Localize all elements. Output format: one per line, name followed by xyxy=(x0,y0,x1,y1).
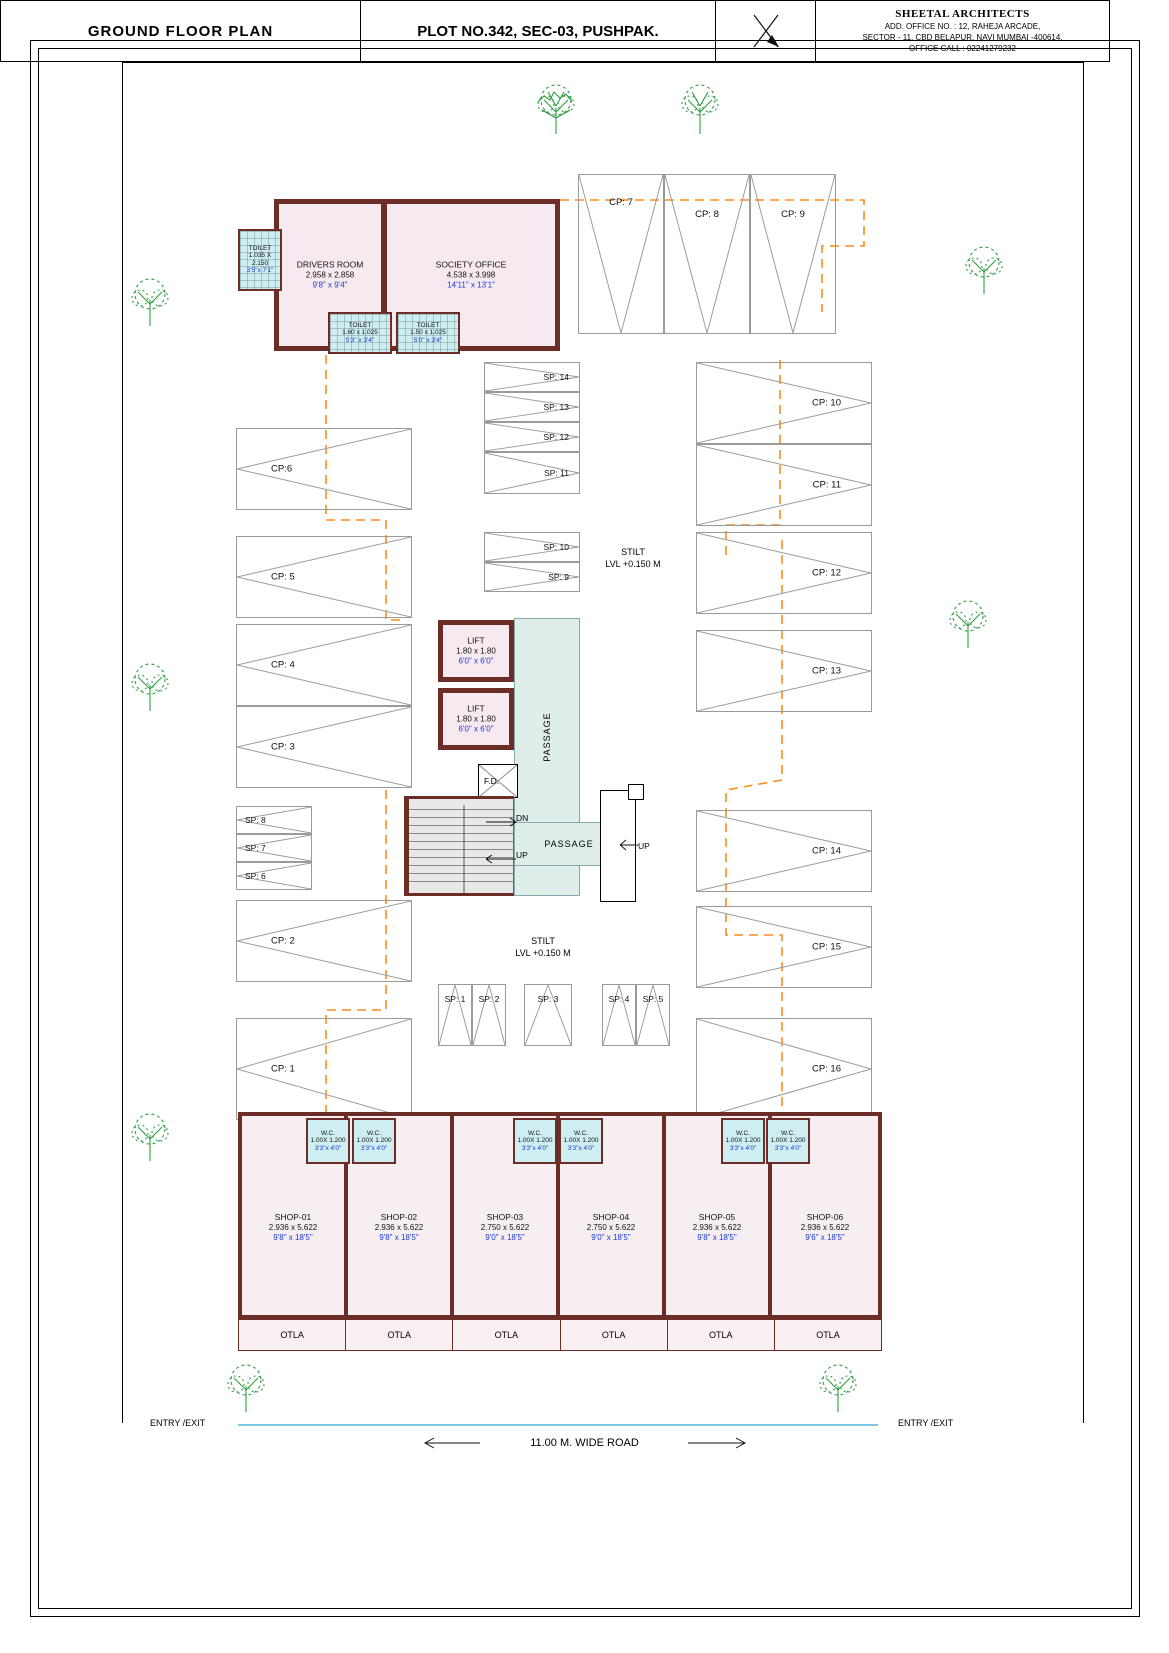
wc-label: W.C. xyxy=(366,1129,382,1137)
car-park-label: CP: 5 xyxy=(271,571,295,583)
toilet-dim-feet: 5'0" x 3'4" xyxy=(413,336,443,344)
north-arrow-cell xyxy=(716,1,816,61)
wc-dim-metric: 1.00X 1.200 xyxy=(563,1137,599,1145)
tree-icon xyxy=(122,1105,178,1161)
scooter-park-label: SP: 10 xyxy=(543,542,569,552)
road-label: 11.00 M. WIDE ROAD xyxy=(530,1437,639,1449)
car-park-cp11 xyxy=(696,444,872,526)
scooter-park-label: SP: 2 xyxy=(478,994,500,1004)
lift-label: LIFT xyxy=(467,703,485,714)
scooter-park-sp2 xyxy=(472,984,506,1046)
shop-dim-metric: 2.936 x 5.622 xyxy=(800,1222,850,1232)
shop-dim-feet: 9'8" x 18'5" xyxy=(697,1232,737,1242)
shop-dim-metric: 2.750 x 5.622 xyxy=(480,1222,530,1232)
otla-cell: OTLA xyxy=(668,1320,775,1350)
scooter-park-sp10 xyxy=(484,532,580,562)
car-park-cp10 xyxy=(696,362,872,444)
car-park-cp8 xyxy=(664,174,750,334)
car-park-label: CP: 9 xyxy=(781,209,805,220)
car-park-label: CP: 13 xyxy=(811,665,841,677)
scooter-park-sp7 xyxy=(236,834,312,862)
shop-wc-1 xyxy=(306,1118,350,1164)
shop-name: SHOP-05 xyxy=(698,1212,736,1222)
lift-dim-metric: 1.80 x 1.80 xyxy=(456,714,496,724)
wc-dim-feet: 3'3"x 4'0" xyxy=(360,1144,388,1152)
scooter-park-label: SP: 4 xyxy=(608,994,630,1004)
passage-label: PASSAGE xyxy=(542,712,552,762)
toilet-dim-metric: 1.035 X 2.150 xyxy=(248,252,272,267)
scooter-park-label: SP: 7 xyxy=(245,843,266,853)
scooter-park-label: SP: 13 xyxy=(543,402,569,412)
car-park-label: CP: 4 xyxy=(271,659,295,671)
shop-wc-3 xyxy=(513,1118,557,1164)
tree-icon xyxy=(672,78,728,134)
tree-icon xyxy=(940,592,996,648)
entry-exit-right: ENTRY /EXIT xyxy=(898,1418,954,1428)
car-park-cp3 xyxy=(236,706,412,788)
road-edge-line xyxy=(238,1424,878,1426)
shop-name: SHOP-06 xyxy=(806,1212,844,1222)
staircase xyxy=(404,796,514,896)
car-park-cp5 xyxy=(236,536,412,618)
stair-down-label: DN xyxy=(516,813,529,823)
wc-label: W.C. xyxy=(320,1129,336,1137)
sheet-title: GROUND FLOOR PLAN xyxy=(1,1,361,61)
wc-dim-metric: 1.00X 1.200 xyxy=(725,1137,761,1145)
toilet-label: TOILET xyxy=(416,321,440,329)
ramp-marker xyxy=(628,784,644,800)
scooter-park-sp6 xyxy=(236,862,312,890)
car-park-cp14 xyxy=(696,810,872,892)
scooter-park-sp5 xyxy=(636,984,670,1046)
shop-dim-metric: 2.936 x 5.622 xyxy=(268,1222,318,1232)
car-park-cp13 xyxy=(696,630,872,712)
wc-dim-feet: 3'3"x 4'0" xyxy=(521,1144,549,1152)
shop-wc-2 xyxy=(352,1118,396,1164)
room-dim-metric: 2.958 x 2.858 xyxy=(305,270,355,280)
room-dim-metric: 4.538 x 3.998 xyxy=(446,270,496,280)
car-park-label: CP: 14 xyxy=(811,845,841,857)
entry-exit-left: ENTRY /EXIT xyxy=(150,1418,206,1428)
wc-label: W.C. xyxy=(573,1129,589,1137)
otla-cell: OTLA xyxy=(239,1320,346,1350)
architect-name: SHEETAL ARCHITECTS xyxy=(895,8,1030,21)
scooter-park-label: SP: 3 xyxy=(537,994,559,1004)
scooter-park-label: SP: 12 xyxy=(543,432,569,442)
tree-icon xyxy=(528,78,584,134)
scooter-park-label: SP: 6 xyxy=(245,871,266,881)
shop-dim-metric: 2.936 x 5.622 xyxy=(374,1222,424,1232)
car-park-label: CP: 10 xyxy=(811,397,841,409)
otla-row xyxy=(238,1319,882,1351)
car-park-cp1 xyxy=(236,1018,412,1120)
car-park-label: CP: 3 xyxy=(271,741,295,753)
lift-1 xyxy=(438,620,514,682)
wc-dim-metric: 1.00X 1.200 xyxy=(356,1137,392,1145)
room-name: SOCIETY OFFICE xyxy=(435,259,507,270)
car-park-cp12 xyxy=(696,532,872,614)
architect-address-1: ADD. OFFICE NO. : 12, RAHEJA ARCADE, xyxy=(884,22,1041,32)
shop-name: SHOP-04 xyxy=(592,1212,630,1222)
wc-dim-feet: 3'3"x 4'0" xyxy=(314,1144,342,1152)
toilet-dim-metric: 1.50 x 1.025 xyxy=(410,329,446,337)
wc-dim-metric: 1.00X 1.200 xyxy=(770,1137,806,1145)
shop-name: SHOP-01 xyxy=(274,1212,312,1222)
shop-dim-feet: 9'6" x 18'5" xyxy=(805,1232,845,1242)
tree-icon xyxy=(956,238,1012,294)
toilet-dim-feet: 3'5"x 7'1" xyxy=(246,267,274,275)
tree-icon xyxy=(218,1356,274,1412)
toilet-label: TOILET xyxy=(248,245,272,253)
otla-cell: OTLA xyxy=(453,1320,560,1350)
car-park-cp2 xyxy=(236,900,412,982)
stair-up-label: UP xyxy=(516,850,528,860)
car-park-cp16 xyxy=(696,1018,872,1120)
car-park-label: CP: 15 xyxy=(811,941,841,953)
north-arrow-icon xyxy=(746,9,786,53)
otla-cell: OTLA xyxy=(561,1320,668,1350)
wc-label: W.C. xyxy=(527,1129,543,1137)
scooter-park-sp8 xyxy=(236,806,312,834)
stilt-level: LVL +0.150 M xyxy=(515,948,571,959)
tree-icon xyxy=(810,1356,866,1412)
shop-dim-metric: 2.750 x 5.622 xyxy=(586,1222,636,1232)
otla-cell: OTLA xyxy=(816,1330,840,1340)
stilt-label-upper xyxy=(578,546,688,570)
room-dim-feet: 9'8" x 9'4" xyxy=(312,280,348,290)
wc-dim-metric: 1.00X 1.200 xyxy=(310,1137,346,1145)
shop-wc-4 xyxy=(559,1118,603,1164)
car-park-cp7 xyxy=(578,174,664,334)
architect-address-2: SECTOR - 11, CBD BELAPUR, NAVI MUMBAI -400614. xyxy=(862,33,1063,43)
car-park-cp9 xyxy=(750,174,836,334)
toilet-dim-feet: 5'3" x 3'4" xyxy=(345,336,375,344)
wc-dim-feet: 3'3"x 4'0" xyxy=(729,1144,757,1152)
toilet-dim-metric: 1.60 x 1.025 xyxy=(342,329,378,337)
shop-name: SHOP-03 xyxy=(486,1212,524,1222)
shop-name: SHOP-02 xyxy=(380,1212,418,1222)
lift-dim-feet: 6'0" x 6'0" xyxy=(458,724,494,734)
lift-2 xyxy=(438,688,514,750)
toilet-drivers xyxy=(238,229,282,291)
scooter-park-label: SP: 14 xyxy=(543,372,569,382)
scooter-park-sp11 xyxy=(484,452,580,494)
wc-label: W.C. xyxy=(735,1129,751,1137)
lift-dim-feet: 6'0" x 6'0" xyxy=(458,656,494,666)
otla-cell: OTLA xyxy=(346,1320,453,1350)
lift-dim-metric: 1.80 x 1.80 xyxy=(456,646,496,656)
car-park-label: CP: 7 xyxy=(609,197,633,208)
shop-dim-feet: 9'8" x 18'5" xyxy=(379,1232,419,1242)
scooter-park-sp13 xyxy=(484,392,580,422)
scooter-park-sp9 xyxy=(484,562,580,592)
passage-label: PASSAGE xyxy=(544,839,594,849)
ramp-up-label: UP xyxy=(638,841,650,851)
stilt-text: STILT xyxy=(621,547,645,557)
scooter-park-sp12 xyxy=(484,422,580,452)
scooter-park-label: SP: 8 xyxy=(245,815,266,825)
scooter-park-label: SP: 5 xyxy=(642,994,664,1004)
car-park-cp15 xyxy=(696,906,872,988)
room-name: DRIVERS ROOM xyxy=(296,259,364,270)
shop-dim-metric: 2.936 x 5.622 xyxy=(692,1222,742,1232)
scooter-park-sp1 xyxy=(438,984,472,1046)
wc-dim-feet: 3'3"x 4'0" xyxy=(774,1144,802,1152)
car-park-label: CP: 16 xyxy=(811,1063,841,1075)
lift-label: LIFT xyxy=(467,635,485,646)
wc-dim-feet: 3'3"x 4'0" xyxy=(567,1144,595,1152)
project-title: PLOT NO.342, SEC-03, PUSHPAK. xyxy=(361,1,716,61)
car-park-label: CP: 2 xyxy=(271,935,295,947)
scooter-park-sp3 xyxy=(524,984,572,1046)
scooter-park-label: SP: 9 xyxy=(548,572,569,582)
shop-dim-feet: 9'0" x 18'5" xyxy=(485,1232,525,1242)
shop-wc-6 xyxy=(766,1118,810,1164)
car-park-label: CP: 1 xyxy=(271,1063,295,1075)
car-park-cp4 xyxy=(236,624,412,706)
scooter-park-label: SP: 11 xyxy=(544,468,569,478)
toilet-common-1 xyxy=(328,312,392,354)
shop-dim-feet: 9'0" x 18'5" xyxy=(591,1232,631,1242)
toilet-label: TOILET xyxy=(348,321,372,329)
car-park-cp6 xyxy=(236,428,412,510)
tree-icon xyxy=(122,655,178,711)
stilt-text: STILT xyxy=(531,936,555,946)
car-park-label: CP: 8 xyxy=(695,209,719,220)
architect-phone: OFFICE CALL : 02241279232 xyxy=(909,43,1016,53)
shop-dim-feet: 9'8" x 18'5" xyxy=(273,1232,313,1242)
car-park-label: CP:6 xyxy=(271,463,293,475)
fire-duct-label: F.D. xyxy=(484,776,500,786)
wc-dim-metric: 1.00X 1.200 xyxy=(517,1137,553,1145)
room-dim-feet: 14'11" x 13'1" xyxy=(447,280,495,290)
scooter-park-sp4 xyxy=(602,984,636,1046)
stilt-level: LVL +0.150 M xyxy=(605,559,661,570)
stilt-label-lower xyxy=(478,935,608,959)
toilet-common-2 xyxy=(396,312,460,354)
car-park-label: CP: 12 xyxy=(811,567,841,579)
scooter-park-label: SP: 1 xyxy=(444,994,466,1004)
scooter-park-sp14 xyxy=(484,362,580,392)
wc-label: W.C. xyxy=(780,1129,796,1137)
car-park-label: CP: 11 xyxy=(812,479,841,491)
tree-icon xyxy=(122,270,178,326)
shop-wc-5 xyxy=(721,1118,765,1164)
